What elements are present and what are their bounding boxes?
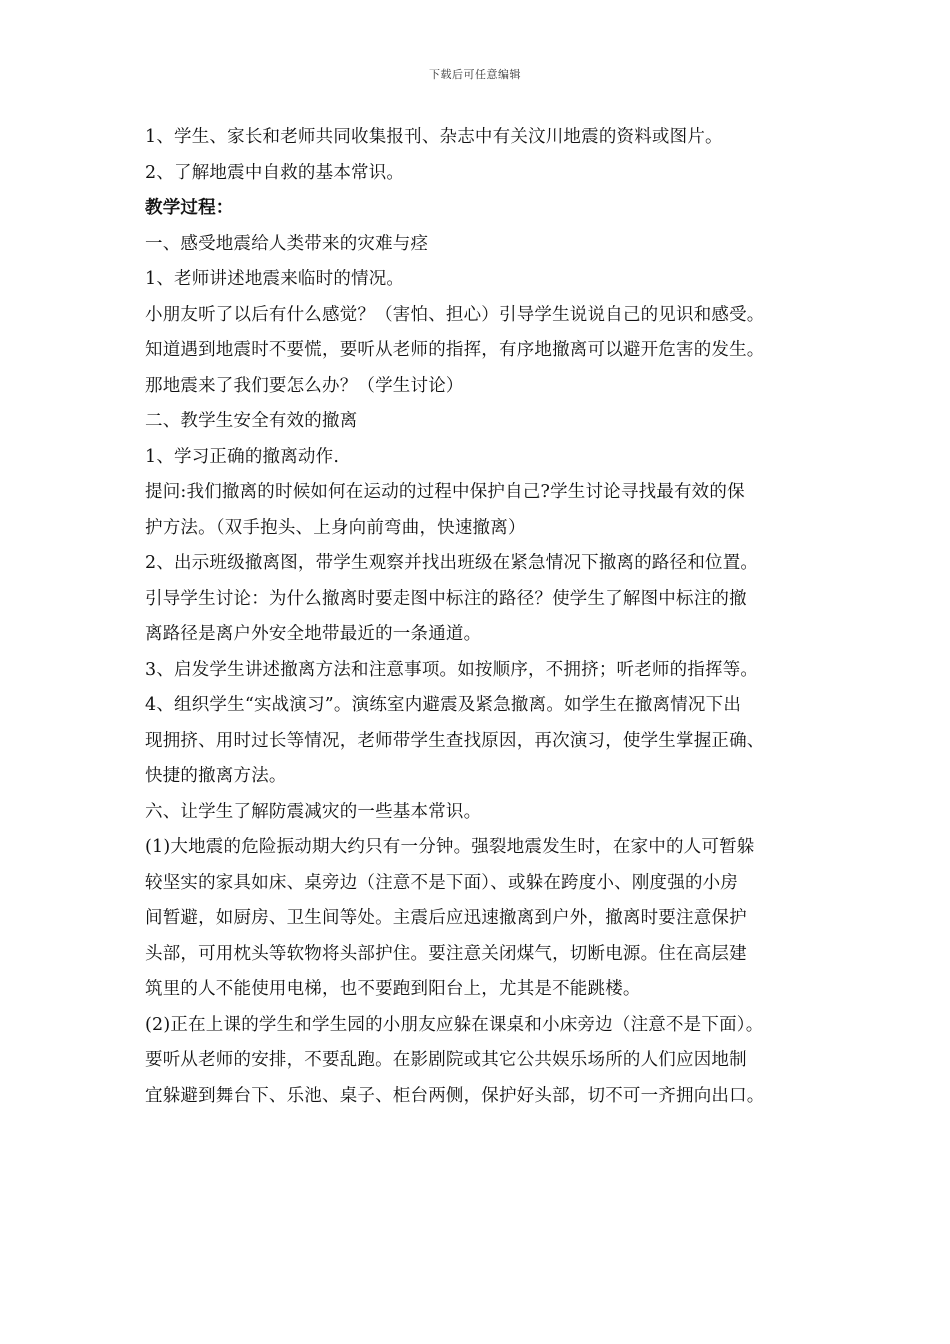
text-line: 1、老师讲述地震来临时的情况。	[145, 269, 405, 289]
text-line: 宜躲避到舞台下、乐池、桌子、柜台两侧，保护好头部，切不可一齐拥向出口。	[145, 1085, 765, 1106]
section-heading: 教学过程：	[145, 198, 234, 218]
text-line: (1)大地震的危险振动期大约只有一分钟。强裂地震发生时，在家中的人可暂躲	[145, 837, 755, 857]
text-line: 二、教学生安全有效的撤离	[145, 411, 358, 431]
text-line: 4、组织学生“实战演习”。演练室内避震及紧急撤离。如学生在撤离情况下出	[145, 695, 742, 715]
text-line: 六、让学生了解防震减灾的一些基本常识。	[145, 801, 482, 822]
text-line: 提问:我们撤离的时候如何在运动的过程中保护自己?学生讨论寻找最有效的保	[145, 482, 745, 502]
text-line: 知道遇到地震时不要慌，要听从老师的指挥，有序地撤离可以避开危害的发生。	[145, 340, 765, 360]
text-line: 护方法。（双手抱头、上身向前弯曲，快速撤离）	[145, 517, 526, 538]
text-line: 离路径是离户外安全地带最近的一条通道。	[145, 624, 482, 644]
text-line: 引导学生讨论：为什么撤离时要走图中标注的路径？使学生了解图中标注的撤	[145, 588, 747, 609]
text-line: 3、启发学生讲述撤离方法和注意事项。如按顺序，不拥挤；听老师的指挥等。	[145, 659, 759, 680]
text-line: 筑里的人不能使用电梯，也不要跑到阳台上，尤其是不能跳楼。	[145, 979, 641, 999]
text-line: 较坚实的家具如床、桌旁边（注意不是下面）、或躲在跨度小、刚度强的小房	[145, 872, 739, 893]
text-line: 间暂避，如厨房、卫生间等处。主震后应迅速撤离到户外，撤离时要注意保护	[145, 908, 747, 928]
text-line: 现拥挤、用时过长等情况，老师带学生查找原因，再次演习，使学生掌握正确、	[145, 730, 765, 751]
text-line: 2、出示班级撤离图，带学生观察并找出班级在紧急情况下撤离的路径和位置。	[145, 553, 759, 573]
text-line: 1、学生、家长和老师共同收集报刊、杂志中有关汶川地震的资料或图片。	[145, 127, 723, 147]
text-line: 2、了解地震中自救的基本常识。	[145, 162, 405, 183]
page-header-note: 下载后可任意编辑	[429, 68, 521, 81]
text-line: (2)正在上课的学生和学生园的小朋友应躲在课桌和小床旁边（注意不是下面）。	[145, 1014, 764, 1035]
text-line: 快捷的撤离方法。	[145, 766, 287, 786]
text-line: 一、感受地震给人类带来的灾难与痉	[145, 233, 429, 254]
text-line: 要听从老师的安排，不要乱跑。在影剧院或其它公共娱乐场所的人们应因地制	[145, 1050, 747, 1070]
text-line: 那地震来了我们要怎么办？（学生讨论）	[145, 375, 464, 396]
document-body	[145, 120, 810, 1114]
text-line: 1、学习正确的撤离动作.	[145, 446, 340, 467]
text-line: 小朋友听了以后有什么感觉？（害怕、担心）引导学生说说自己的见识和感受。	[145, 304, 765, 325]
text-line: 头部，可用枕头等软物将头部护住。要注意关闭煤气，切断电源。住在高层建	[145, 943, 747, 964]
